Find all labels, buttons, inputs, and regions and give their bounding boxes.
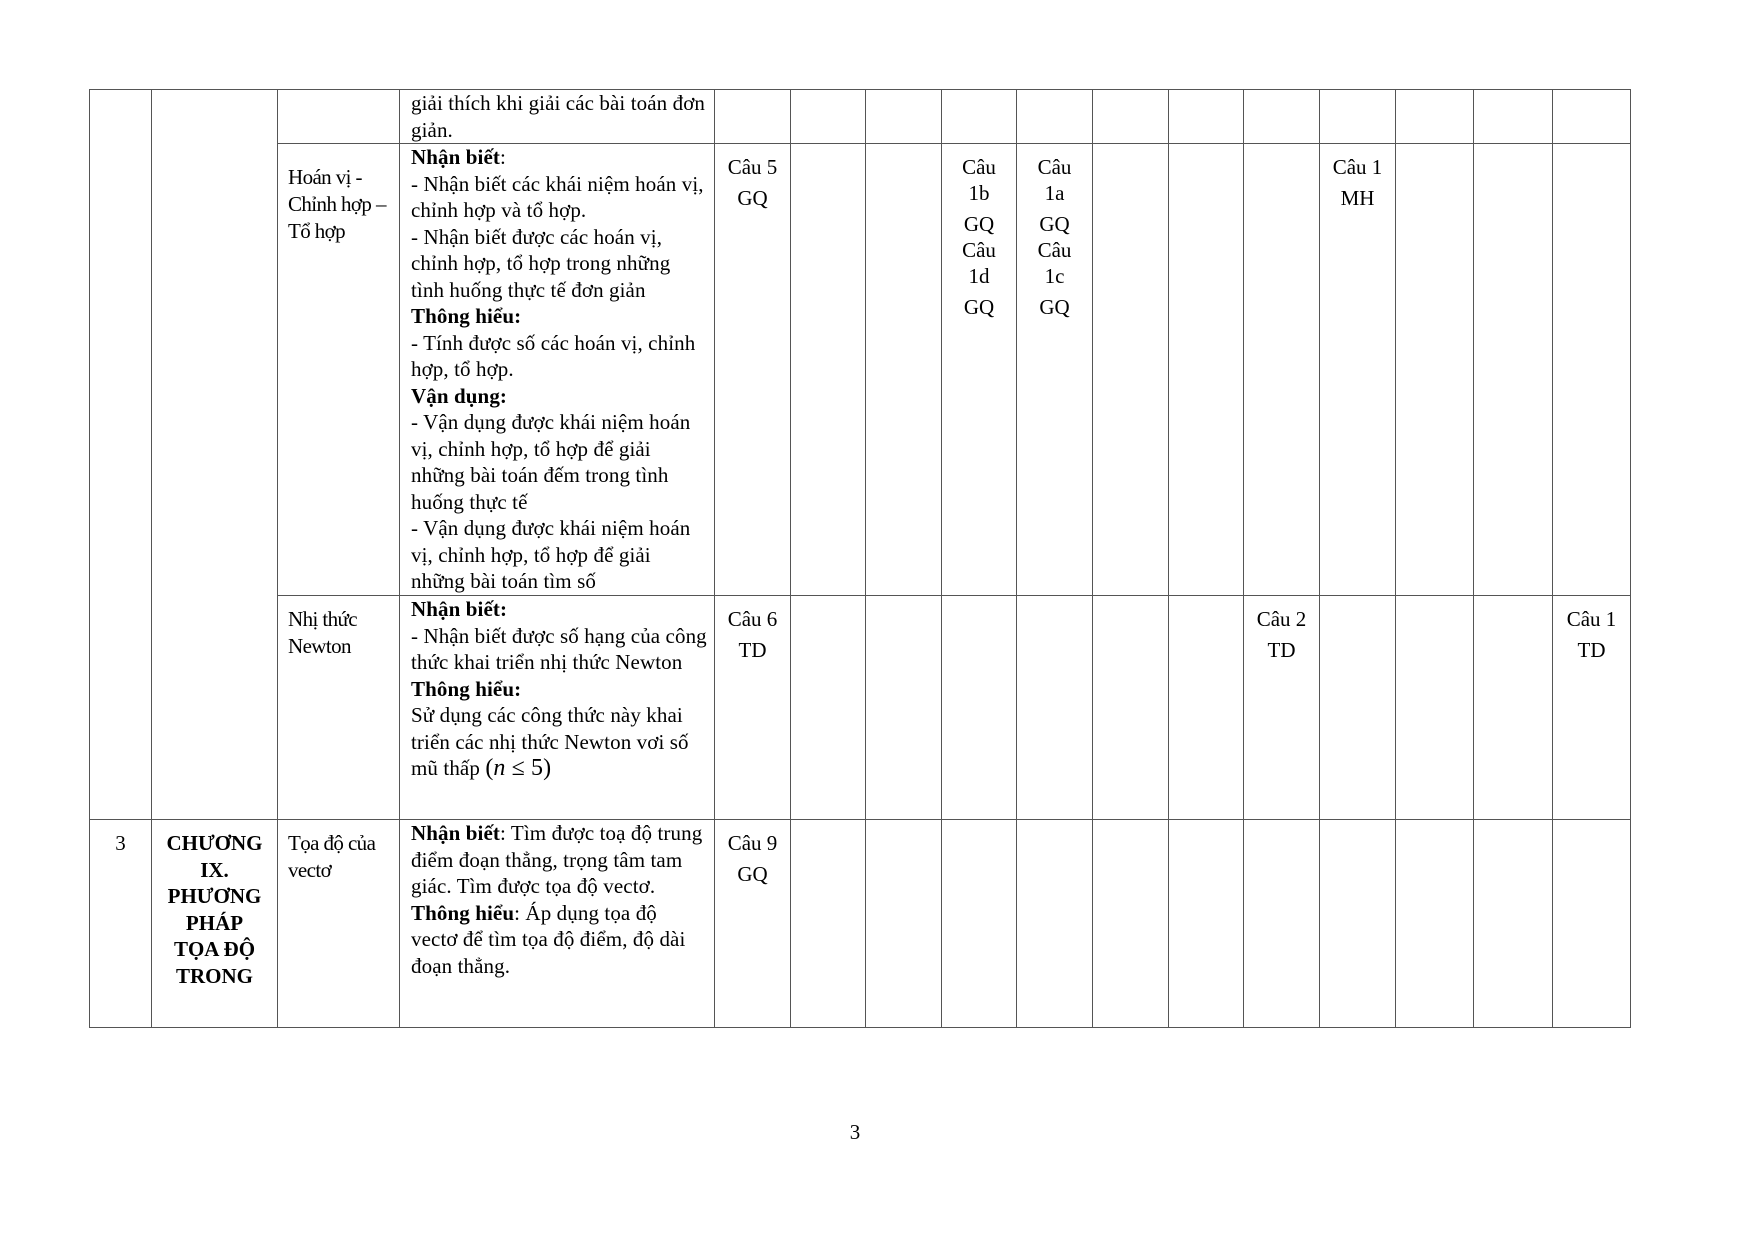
desc-cell: Nhận biết: Tìm được toạ độ trung điểm đoạn thẳng, trọng tâm tam giác. Tìm được tọa độ vectơ. Thông hiểu: Áp dụng tọa độ vectơ để tìm tọa độ điểm, độ dài đoạn thẳng. [400, 820, 715, 1028]
level-heading: Nhận biết [411, 145, 501, 169]
topic-cell: Hoán vị - Chỉnh hợp – Tổ hợp [278, 144, 400, 596]
question-cell: Câu 1b GQ Câu 1d GQ [942, 144, 1017, 596]
desc-line: - Nhận biết được các hoán vị, chỉnh hợp, tổ hợp trong những tình huống thực tế đơn giản [411, 224, 671, 302]
math-expression: (n ≤ 5) [485, 755, 552, 781]
desc-line: - Nhận biết được số hạng của công thức khai triển nhị thức Newton [411, 623, 707, 674]
assessment-matrix-table [89, 89, 1631, 1028]
question-cell: Câu 6 TD [715, 596, 791, 820]
question-cell: Câu 1 TD [1553, 596, 1631, 820]
level-heading: Vận dụng: [411, 383, 508, 408]
table-row [90, 144, 1631, 596]
chapter-cell [152, 90, 278, 820]
level-heading: Nhận biết [411, 821, 501, 845]
table-row [90, 90, 1631, 144]
desc-text: giải thích khi giải các bài toán đơn giản. [411, 91, 706, 142]
desc-cell: Nhận biết: - Nhận biết các khái niệm hoán vị, chỉnh hợp và tổ hợp. - Nhận biết được các hoán vị, chỉnh hợp, tổ hợp trong những tình huống thực tế đơn giản Thông hiểu: - Tính được số các hoán vị, chỉnh hợp, tổ hợp. Vận dụng: - Vận dụng được khái niệm hoán vị, chỉnh hợp, tổ hợp để giải những bài toán đếm trong tình huống thực tế - Vận dụng được khái niệm hoán vị, chỉnh hợp, tổ hợp để giải những bài toán tìm số [400, 144, 715, 596]
question-cell: Câu 2 TD [1244, 596, 1320, 820]
level-heading: Thông hiểu [411, 900, 515, 925]
page-number: 3 [849, 1120, 861, 1144]
desc-line: - Nhận biết các khái niệm hoán vị, chỉnh hợp và tổ hợp. [411, 171, 704, 222]
desc-cell [400, 596, 715, 820]
desc-cell [400, 90, 715, 144]
table-row [90, 820, 1631, 1028]
question-cell: Câu 9 GQ [715, 820, 791, 1028]
num-cell: 3 [90, 820, 152, 1028]
question-cell: Câu 1 MH [1320, 144, 1396, 596]
topic-cell: Tọa độ của vectơ [278, 820, 400, 1028]
table-row [90, 596, 1631, 820]
question-cell: Câu 1a GQ Câu 1c GQ [1017, 144, 1093, 596]
question-cell: Câu 5 GQ [715, 144, 791, 596]
num-cell [90, 90, 152, 820]
desc-line: - Vận dụng được khái niệm hoán vị, chỉnh hợp, tổ hợp để giải những bài toán đếm trong tình huống thực tế [411, 410, 691, 514]
desc-line: Sử dụng các công thức này khai triển các nhị thức Newton vơi số mũ thấp (n ≤ 5) [411, 703, 689, 781]
chapter-cell: CHƯƠNG IX. PHƯƠNG PHÁP TỌA ĐỘ TRONG [152, 820, 278, 1028]
level-heading: Nhận biết: [411, 597, 508, 621]
topic-cell [278, 90, 400, 144]
level-heading: Thông hiểu: [411, 676, 522, 701]
topic-cell: Nhị thức Newton [278, 596, 400, 820]
desc-line: - Vận dụng được khái niệm hoán vị, chỉnh hợp, tổ hợp để giải những bài toán tìm số [411, 516, 691, 593]
level-heading: Thông hiểu: [411, 304, 522, 328]
desc-line: - Tính được số các hoán vị, chỉnh hợp, tổ hợp. [411, 330, 696, 381]
